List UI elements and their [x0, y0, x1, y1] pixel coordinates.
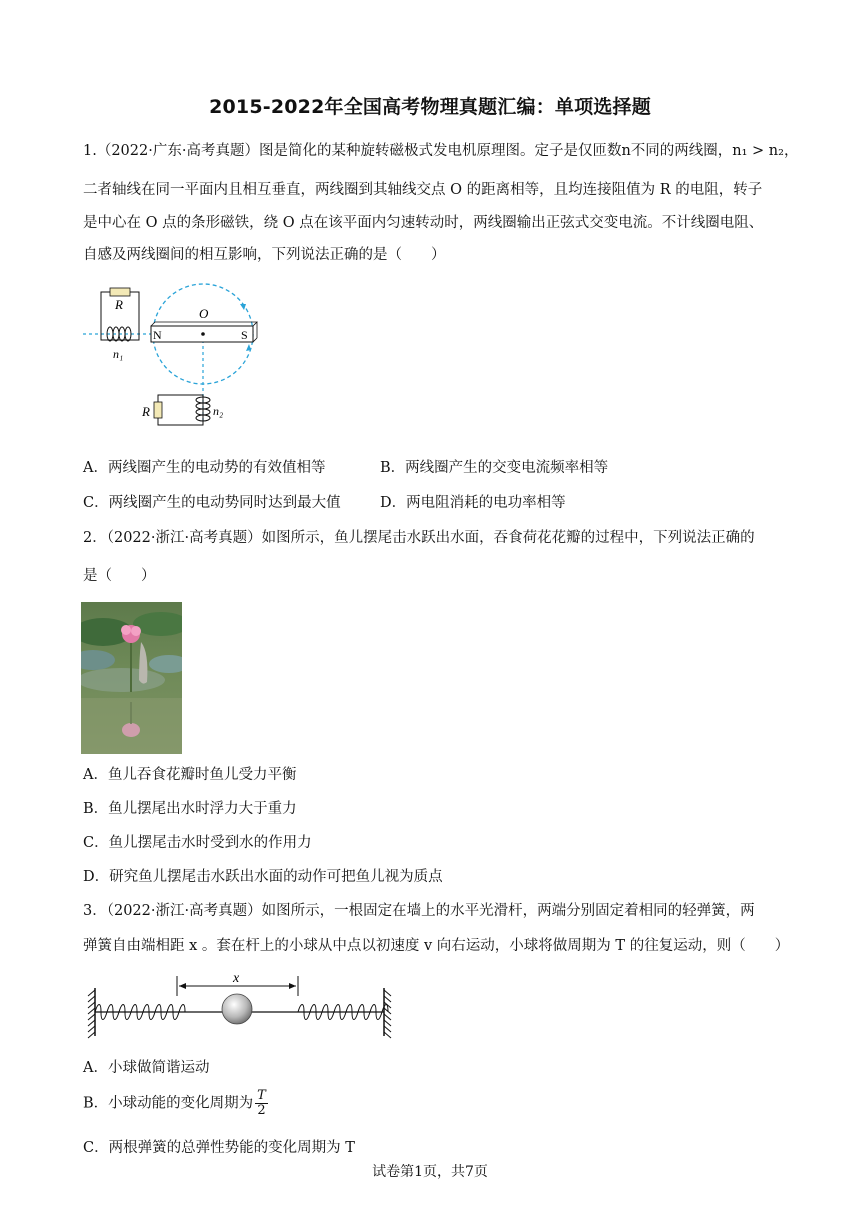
- q3-option-c: C．两根弹簧的总弹性势能的变化周期为 T: [83, 1140, 355, 1156]
- q2-option-b: B．鱼儿摆尾出水时浮力大于重力: [83, 801, 297, 817]
- resistor-r-bottom: [154, 402, 162, 418]
- fraction-numerator: T: [257, 1088, 266, 1103]
- q1-stem-line-4: 自感及两线圈间的相互影响，下列说法正确的是（ ）: [83, 247, 446, 263]
- q1-option-b: B．两线圈产生的交变电流频率相等: [380, 460, 609, 476]
- label-n-pole: N: [153, 328, 162, 342]
- q3-option-a: A．小球做简谐运动: [83, 1060, 210, 1076]
- q1-stem-line-3: 是中心在 O 点的条形磁铁，绕 O 点在该平面内匀速转动时，两线圈输出正弦式交变电流。不计线圈电阻、: [83, 215, 764, 231]
- q1-option-a: A．两线圈产生的电动势的有效值相等: [83, 460, 326, 476]
- q2-option-a: A．鱼儿吞食花瓣时鱼儿受力平衡: [83, 767, 297, 783]
- q1-stem-line-2: 二者轴线在同一平面内且相互垂直，两线圈到其轴线交点 O 的距离相等，且均连接阻值为 R 的电阻，转子: [83, 182, 763, 198]
- label-n2: n₂: [213, 404, 224, 418]
- label-r-bottom: R: [142, 404, 150, 419]
- q1-option-c: C．两线圈产生的电动势同时达到最大值: [83, 495, 341, 511]
- q3-option-b: [83, 1089, 268, 1118]
- q1-stem-line-1: 1.（2022·广东·高考真题）图是简化的某种旋转磁极式发电机原理图。定子是仅匝数n不同的两线圈，n₁ > n₂，: [83, 143, 799, 159]
- page-footer: 试卷第1页，共7页: [372, 1164, 488, 1180]
- q3-option-b-text: B．小球动能的变化周期为: [83, 1095, 254, 1112]
- q2-stem-line-1: 2．（2022·浙江·高考真题）如图所示，鱼儿摆尾击水跃出水面，吞食荷花花瓣的过程中，下列说法正确的: [83, 530, 755, 546]
- rotation-arrow-icon: [240, 304, 246, 310]
- q1-option-d: D．两电阻消耗的电功率相等: [380, 495, 566, 511]
- q2-option-c: C．鱼儿摆尾击水时受到水的作用力: [83, 835, 312, 851]
- label-r-top: R: [115, 297, 123, 312]
- rotation-arrow-icon: [246, 344, 251, 351]
- q3-stem-line-2: 弹簧自由端相距 x 。套在杆上的小球从中点以初速度 v 向右运动，小球将做周期为 T 的往复运动，则（ ）: [83, 938, 790, 954]
- resistor-r-top: [110, 288, 130, 296]
- label-x: x: [233, 971, 240, 986]
- fraction-t-over-2: [255, 1089, 268, 1118]
- lotus-fish-photo: [81, 602, 182, 754]
- label-s-pole: S: [241, 328, 248, 342]
- label-n1: n₁: [113, 347, 124, 361]
- ball: [222, 994, 252, 1024]
- spring-ball-diagram: [82, 968, 394, 1040]
- fraction-denominator: 2: [257, 1103, 266, 1118]
- q2-stem-line-2: 是（ ）: [83, 568, 156, 584]
- generator-diagram: [83, 282, 273, 442]
- q2-option-d: D．研究鱼儿摆尾击水跃出水面的动作可把鱼儿视为质点: [83, 869, 443, 885]
- label-o: O: [199, 306, 209, 321]
- q3-stem-line-1: 3．（2022·浙江·高考真题）如图所示，一根固定在墙上的水平光滑杆，两端分别固定着相同的轻弹簧，两: [83, 903, 755, 919]
- page-title: 2015-2022年全国高考物理真题汇编：单项选择题: [209, 96, 651, 118]
